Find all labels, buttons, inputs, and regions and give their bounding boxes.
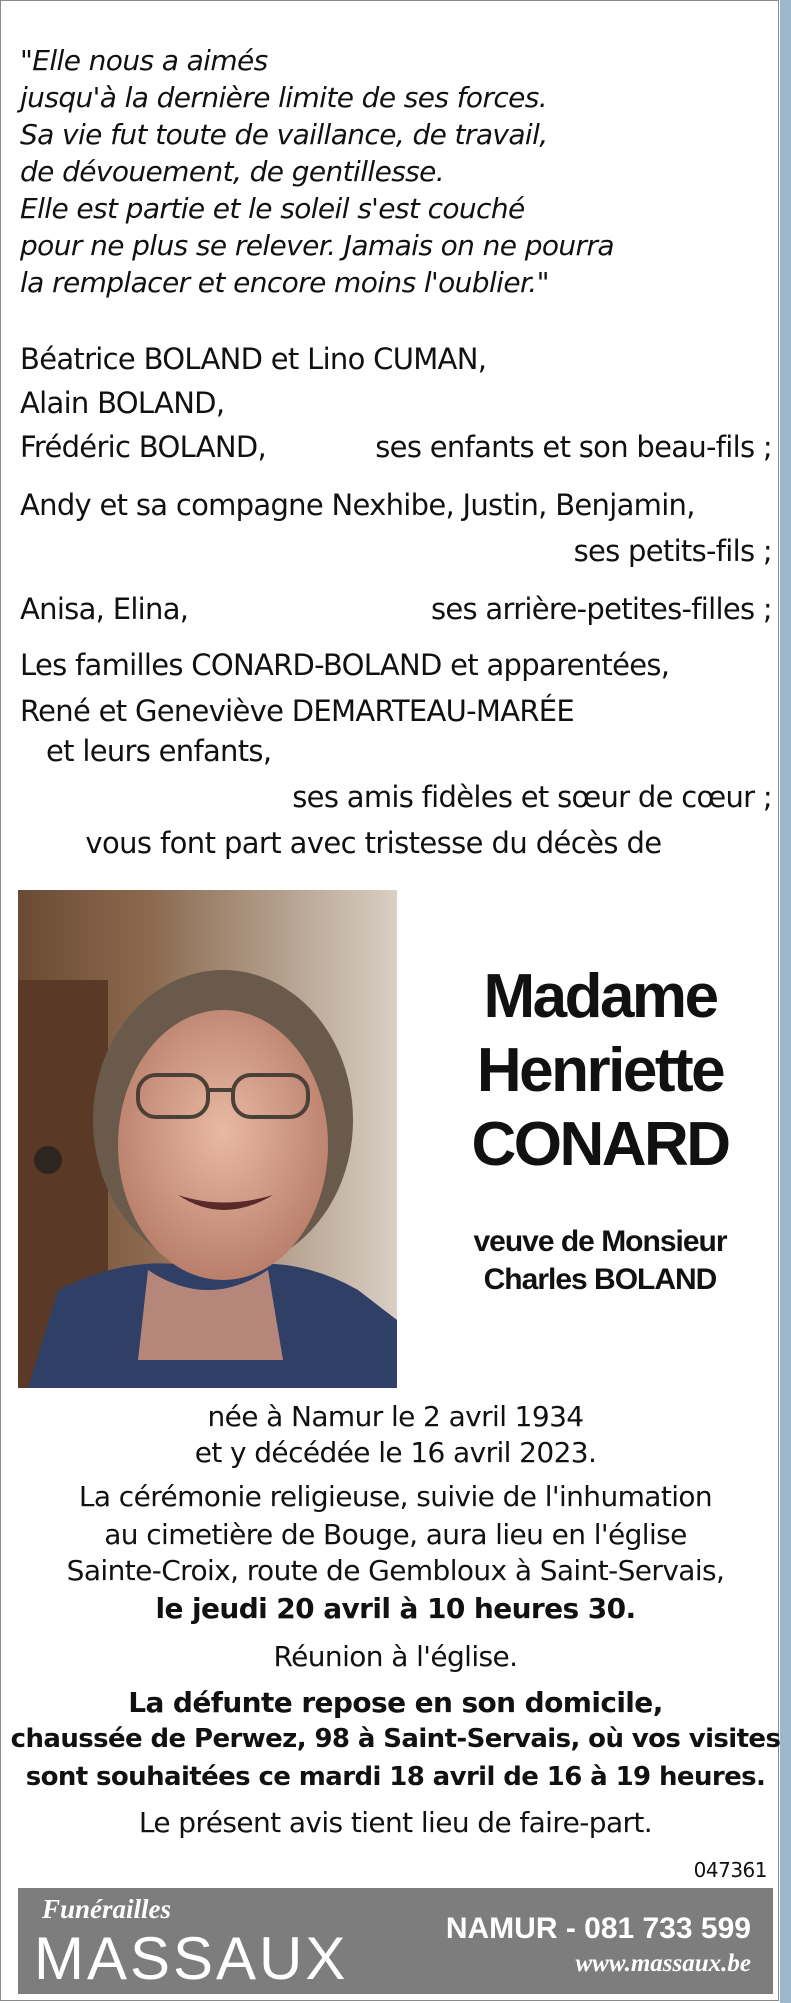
family-line: Andy et sa compagne Nexhibe, Justin, Benjamin, [20, 488, 695, 522]
ceremony-line: au cimetière de Bouge, aura lieu en l'église [104, 1518, 687, 1551]
widow-line: veuve de Monsieur [473, 1225, 727, 1258]
family-line [20, 592, 772, 626]
portrait-photo [18, 890, 397, 1388]
quote-line: pour ne plus se relever. Jamais on ne pourra [20, 229, 614, 262]
deceased-name-block [420, 960, 780, 1298]
visit-line: chaussée de Perwez, 98 à Saint-Servais, où vos visites [10, 1724, 781, 1754]
deceased-first-name: Henriette [476, 1036, 724, 1105]
ceremony-line: Sainte-Croix, route de Gembloux à Saint-Servais, [66, 1554, 725, 1587]
family-relation: ses petits-fils ; [573, 534, 772, 568]
ceremony-datetime: le jeudi 20 avril à 10 heures 30. [155, 1592, 636, 1625]
birth-line: née à Namur le 2 avril 1934 [207, 1400, 584, 1433]
family-name: Anisa, Elina, [20, 592, 189, 626]
family-relation: ses amis fidèles et sœur de cœur ; [292, 780, 772, 814]
phone-number: 081 733 599 [584, 1912, 751, 1945]
funerailles-label: Funérailles [42, 1894, 172, 1924]
epitaph-quote [20, 42, 760, 301]
meeting-line: Réunion à l'église. [273, 1640, 518, 1673]
family-line [20, 430, 772, 464]
family-name: Frédéric BOLAND, [20, 430, 267, 464]
family-relation: ses arrière-petites-filles ; [430, 592, 772, 626]
quote-line: Sa vie fut toute de vaillance, de travail, [20, 118, 548, 151]
family-line: René et Geneviève DEMARTEAU-MARÉE [20, 694, 575, 728]
separator: - [557, 1912, 585, 1945]
announcement-line: vous font part avec tristesse du décès de [85, 826, 662, 860]
visit-line: sont souhaitées ce mardi 18 avril de 16 à 19 heures. [25, 1762, 766, 1792]
city-label: NAMUR [445, 1912, 558, 1945]
reference-number: 047361 [693, 1858, 767, 1882]
quote-line: jusqu'à la dernière limite de ses forces. [20, 81, 548, 114]
widow-line: Charles BOLAND [483, 1263, 717, 1296]
quote-line: Elle est partie et le soleil s'est couché [20, 192, 525, 225]
family-line: Les familles CONARD-BOLAND et apparentées, [20, 648, 670, 682]
visit-line: La défunte repose en son domicile, [128, 1686, 663, 1719]
family-relation: ses enfants et son beau-fils ; [375, 430, 772, 464]
family-line: Béatrice BOLAND et Lino CUMAN, [20, 342, 487, 376]
quote-line: "Elle nous a aimés [20, 44, 268, 77]
website-link[interactable]: www.massaux.be [575, 1950, 751, 1977]
family-line: Alain BOLAND, [20, 386, 225, 420]
family-line: et leurs enfants, [46, 734, 272, 768]
massaux-logo: MASSAUX [34, 1925, 349, 1992]
quote-line: de dévouement, de gentillesse. [20, 155, 445, 188]
death-line: et y décédée le 16 avril 2023. [194, 1436, 597, 1469]
deceased-title: Madame [483, 962, 717, 1031]
contact-phone [446, 1912, 751, 1946]
ceremony-line: La cérémonie religieuse, suivie de l'inhumation [78, 1480, 713, 1513]
funeral-home-banner [18, 1888, 773, 1994]
quote-line: la remplacer et encore moins l'oublier." [20, 266, 549, 299]
notice-line: Le présent avis tient lieu de faire-part. [138, 1806, 653, 1839]
deceased-last-name: CONARD [471, 1110, 729, 1179]
